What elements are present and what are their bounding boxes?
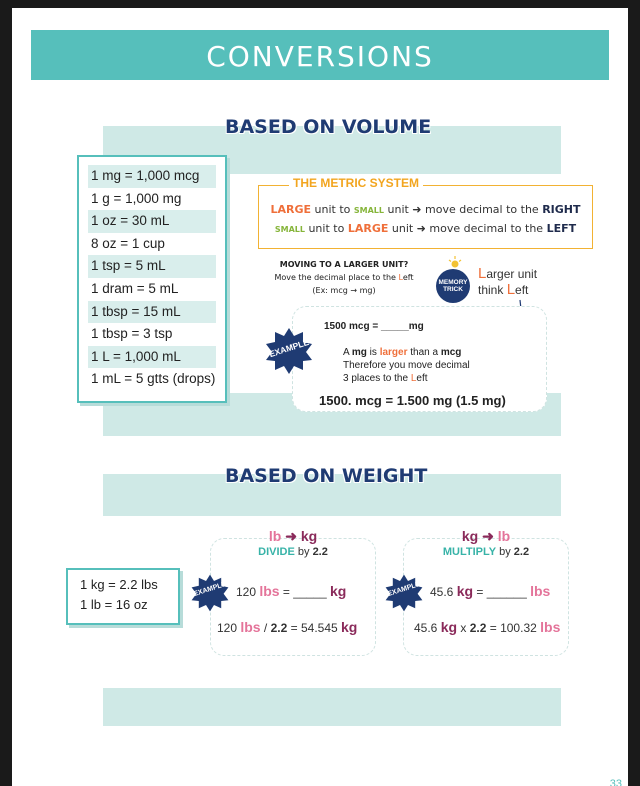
conversion-row: 1 oz = 30 mL bbox=[88, 210, 216, 233]
ex-text: A bbox=[343, 347, 352, 358]
q-result-unit: lbs bbox=[530, 583, 551, 599]
factor: 2.2 bbox=[513, 546, 530, 558]
moving-line1 bbox=[264, 273, 424, 282]
a-unit: kg bbox=[440, 619, 458, 635]
a-text: = 54.545 bbox=[287, 621, 342, 635]
memory-burst-icon bbox=[448, 256, 462, 270]
conversion-row: 8 oz = 1 cup bbox=[91, 235, 165, 251]
q-result-unit: kg bbox=[329, 583, 347, 599]
small-label: SMALL bbox=[353, 206, 384, 215]
rule-text: unit to bbox=[311, 203, 354, 216]
weight-section-title: BASED ON WEIGHT bbox=[225, 465, 428, 487]
letter-l: L bbox=[478, 265, 487, 282]
rule-text: by bbox=[294, 546, 313, 558]
large-label: LARGE bbox=[347, 222, 389, 235]
page-number: 33 bbox=[609, 778, 622, 786]
memory-text: eft bbox=[515, 283, 529, 297]
large-label: LARGE bbox=[270, 203, 312, 216]
kg-to-lb-heading bbox=[403, 528, 569, 545]
kg-example-answer bbox=[414, 619, 560, 635]
weight-conversion-list bbox=[66, 568, 180, 625]
a-text: x bbox=[457, 621, 470, 635]
moving-line2: (Ex: mcg → mg) bbox=[312, 286, 376, 295]
letter-l: L bbox=[410, 373, 417, 384]
rule-text: unit ➜ move decimal to the bbox=[384, 203, 543, 216]
q-text: = _____ bbox=[279, 585, 330, 599]
lb-example-answer bbox=[217, 619, 357, 635]
conversion-row: 1 tbsp = 3 tsp bbox=[91, 326, 173, 342]
conversion-row: 1 lb = 16 oz bbox=[80, 597, 148, 612]
example-explanation-3 bbox=[343, 373, 428, 384]
conversion-row: 1 kg = 2.2 lbs bbox=[80, 577, 158, 592]
a-text: / bbox=[260, 621, 271, 635]
small-label: SMALL bbox=[274, 225, 305, 234]
conversion-row: 1 tbsp = 15 mL bbox=[88, 301, 216, 324]
weight-strip-bottom bbox=[103, 688, 561, 726]
page bbox=[12, 8, 628, 786]
ex-unit: mcg bbox=[440, 347, 462, 358]
unit-from: lb bbox=[268, 528, 282, 544]
volume-example-card bbox=[292, 306, 547, 412]
a-result-unit: kg bbox=[341, 619, 358, 635]
letter-l: L bbox=[398, 273, 403, 282]
example-answer: 1500. mcg = 1.500 mg (1.5 mg) bbox=[319, 393, 506, 408]
a-factor: 2.2 bbox=[469, 621, 487, 635]
unit-to: kg bbox=[300, 528, 318, 544]
example-explanation-1 bbox=[343, 347, 461, 358]
badge-label: EXAMPLE bbox=[267, 336, 311, 360]
badge-label: EXAMPLE bbox=[192, 580, 228, 599]
arrow-icon: ➜ bbox=[285, 528, 297, 544]
badge-label: EXAMPLE bbox=[386, 580, 422, 599]
moving-title: MOVING TO A LARGER UNIT? bbox=[279, 260, 409, 269]
conversion-row: 1 mg = 1,000 mcg bbox=[88, 165, 216, 188]
memory-trick-badge: MEMORY TRICK bbox=[436, 269, 470, 303]
operation: DIVIDE bbox=[258, 546, 295, 558]
conversion-row: 1 dram = 5 mL bbox=[91, 280, 179, 296]
memory-text: think bbox=[478, 283, 507, 297]
conversion-row: 1 mL = 5 gtts (drops) bbox=[91, 371, 216, 387]
conversion-row: 1 g = 1,000 mg bbox=[91, 190, 182, 206]
q-text: = ______ bbox=[473, 585, 531, 599]
metric-system-box bbox=[258, 176, 593, 249]
q-text: 45.6 bbox=[430, 585, 457, 599]
letter-l: L bbox=[506, 281, 516, 298]
kg-example-question bbox=[430, 583, 550, 599]
lb-example-question bbox=[236, 583, 346, 599]
factor: 2.2 bbox=[312, 546, 328, 558]
a-text: 45.6 bbox=[414, 621, 441, 635]
arrow-icon: ➜ bbox=[482, 528, 494, 544]
q-text: 120 bbox=[236, 585, 260, 599]
unit-from: kg bbox=[461, 528, 479, 544]
rule-text: unit to bbox=[304, 222, 348, 235]
example-badge bbox=[264, 326, 314, 376]
lb-to-kg-heading bbox=[210, 528, 376, 545]
divide-rule bbox=[210, 546, 376, 558]
conversion-row: 1 tsp = 5 mL bbox=[88, 255, 216, 278]
a-result-unit: lbs bbox=[540, 619, 561, 635]
memory-trick-note bbox=[478, 266, 537, 298]
memory-text: arger unit bbox=[486, 267, 538, 281]
rule-text: unit ➜ move decimal to the bbox=[388, 222, 547, 235]
a-text: = 100.32 bbox=[486, 621, 541, 635]
ex-text: 3 places to the bbox=[343, 373, 411, 384]
ex-larger: larger bbox=[379, 347, 408, 358]
title-banner bbox=[31, 30, 609, 80]
a-unit: lbs bbox=[240, 619, 261, 635]
ex-unit: mg bbox=[351, 347, 367, 358]
volume-conversion-list bbox=[77, 155, 227, 403]
volume-section-title: BASED ON VOLUME bbox=[225, 116, 432, 138]
rule-text: by bbox=[496, 546, 514, 558]
a-factor: 2.2 bbox=[270, 621, 288, 635]
page-title: CONVERSIONS bbox=[206, 40, 434, 73]
ex-text: is bbox=[366, 347, 380, 358]
direction-right: RIGHT bbox=[542, 203, 581, 216]
example-badge bbox=[384, 573, 424, 613]
example-explanation-2: Therefore you move decimal bbox=[343, 360, 470, 371]
metric-system-title: THE METRIC SYSTEM bbox=[289, 176, 423, 190]
direction-left: LEFT bbox=[546, 222, 577, 235]
moving-text: Move the decimal place to the bbox=[274, 273, 399, 282]
q-unit: lbs bbox=[259, 583, 280, 599]
metric-rule-right bbox=[259, 203, 592, 216]
ex-text: than a bbox=[407, 347, 441, 358]
multiply-rule bbox=[403, 546, 569, 558]
moving-text: eft bbox=[402, 273, 414, 282]
operation: MULTIPLY bbox=[442, 546, 497, 558]
a-text: 120 bbox=[217, 621, 241, 635]
ex-text: eft bbox=[416, 373, 428, 384]
q-unit: kg bbox=[456, 583, 474, 599]
example-question: 1500 mcg = _____mg bbox=[324, 321, 424, 332]
conversion-row: 1 L = 1,000 mL bbox=[88, 346, 216, 369]
unit-to: lb bbox=[497, 528, 511, 544]
example-badge bbox=[190, 573, 230, 613]
metric-rule-left bbox=[259, 222, 592, 235]
